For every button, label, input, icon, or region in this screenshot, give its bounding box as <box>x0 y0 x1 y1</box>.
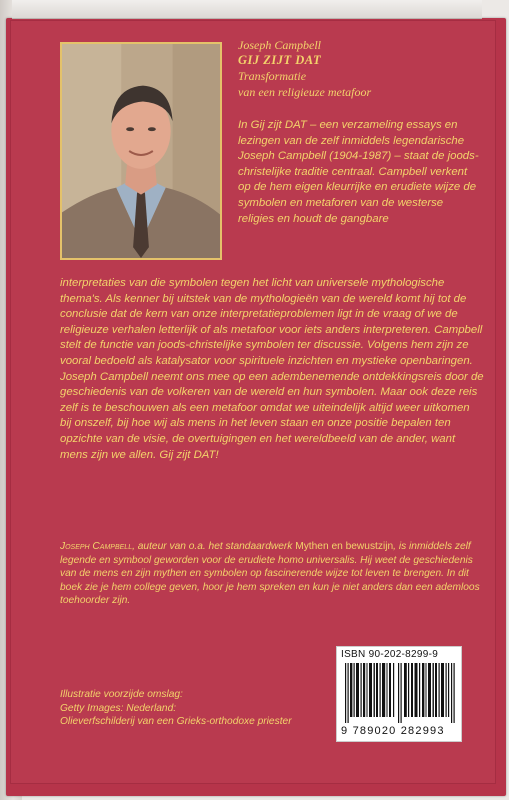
blurb-intro-prefix: In <box>238 119 251 131</box>
bio-book-title: Mythen en bewustzijn <box>295 541 394 552</box>
credits-line-1: Illustratie voorzijde omslag: <box>60 689 183 700</box>
bio-text-b: , is inmiddels zelf legende en symbool geworden voor de erudiete homo universalis. Hij weet de geschiedenis van de mens en zijn mythen en symbolen op fascinerende wijze tot leven te brengen. In dit boek zie je hem college geven, hoor je hem spreken en kun je niet anders dan een ademloos toehoorder zijn. <box>60 541 480 607</box>
blurb-intro-title: Gij zijt DAT <box>250 119 307 131</box>
blurb-paragraph-1: interpretaties van die symbolen tegen het licht van universele mythologische thema's. Als kenner bij uitstek van de mythologieën van de wereld komt hij tot de conclusie dat de kern van onze interpretatieproblemen ligt in de vraag of we de religieuze verhalen letterlijk of als metafoor voor iets anders interpreteren. Campbell stelt de functie van joods-christelijke symbolen ter discussie. Volgens hem zijn ze vooral bedoeld als katalysator voor spirituele inzichten en mystieke openbaringen. <box>60 277 483 367</box>
author-bio <box>60 540 486 608</box>
blurb-intro-text: – een verzameling essays en lezingen van de zelf inmiddels legendarische Joseph Campbell (1904-1987) – staat de joods-christelijke traditie centraal. Campbell verkent op de hem eigen kleurrijke en erudiete wijze de symbolen en metaforen van de westerse religies en houdt de gangbare <box>238 119 479 225</box>
book-pages-top <box>12 0 482 19</box>
blurb-body <box>60 276 484 463</box>
barcode-bars <box>343 663 457 723</box>
credits-line-3: Olieverfschilderij van een Grieks-orthodoxe priester <box>60 716 292 728</box>
book-header <box>238 38 478 100</box>
cover-credits <box>60 688 320 729</box>
book-title: GIJ ZIJT DAT <box>238 53 322 67</box>
author-name: Joseph Campbell <box>238 38 321 52</box>
isbn-number: ISBN 90-202-8299-9 <box>341 649 439 660</box>
bio-name: Joseph Campbell <box>60 541 133 552</box>
book-subtitle-line2: van een religieuze metafoor <box>238 85 372 99</box>
barcode-box <box>336 646 462 742</box>
ean-number: 9 789020 282993 <box>341 725 445 737</box>
blurb-paragraph-2: Joseph Campbell neemt ons mee op een adembenemende ontdekkingsreis door de geschiedenis van de volkeren van de wereld en hun symbolen. Maar ook deze reis zelf is te beschouwen als een metafoor omdat we uiteindelijk altijd weer uitkomen bij onszelf, bij hoe wij als mens in het leven staan en onze positie bepalen ten opzichte van de visie, de overtuigingen en het wereldbeeld van de ander, want mens zijn we allen. Gij zijt DAT! <box>60 370 484 461</box>
credits-line-2: Getty Images: Nederland: <box>60 702 177 714</box>
author-portrait <box>60 42 222 260</box>
book-subtitle-line1: Transformatie <box>238 69 307 83</box>
blurb-intro <box>238 118 482 227</box>
bio-text-a: , auteur van o.a. het standaardwerk <box>132 541 296 552</box>
